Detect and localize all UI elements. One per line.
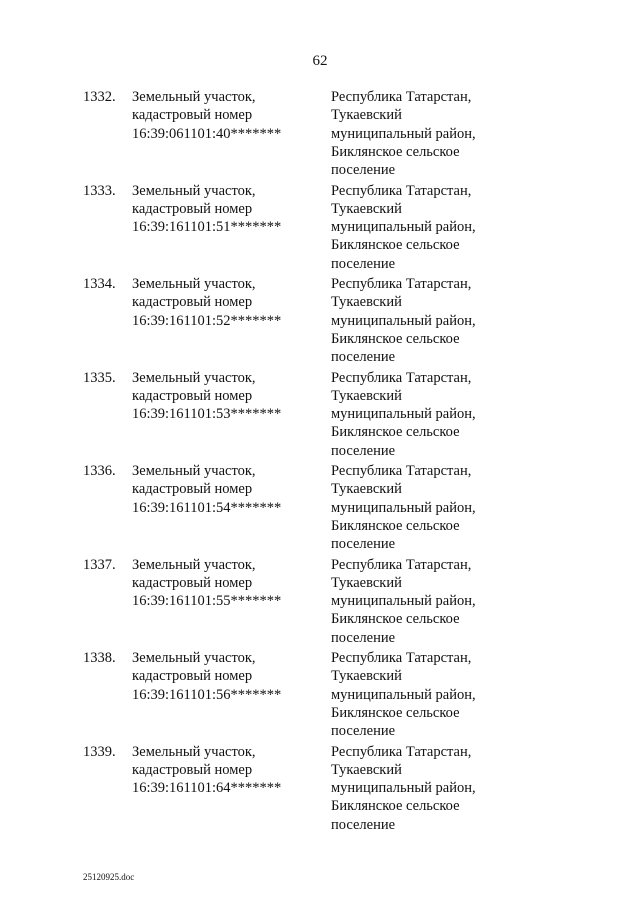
entry-location bbox=[331, 88, 511, 179]
entry-number: 1336. bbox=[83, 463, 116, 479]
cadastral-number: 16:39:161101:56******* bbox=[132, 686, 282, 703]
location-line: Биклянское сельское bbox=[331, 611, 460, 628]
entry-location bbox=[331, 182, 511, 273]
location-line: Республика Татарстан, bbox=[331, 182, 472, 199]
cadastral-number: 16:39:161101:55******* bbox=[132, 593, 282, 610]
entry-number: 1334. bbox=[83, 276, 116, 292]
object-line: кадастровый номер bbox=[132, 294, 253, 311]
entry-object bbox=[132, 182, 307, 237]
object-line: кадастровый номер bbox=[132, 761, 253, 778]
entry-location bbox=[331, 462, 511, 553]
object-line: кадастровый номер bbox=[132, 668, 253, 685]
location-line: Тукаевский bbox=[331, 668, 402, 685]
location-line: Тукаевский bbox=[331, 200, 402, 217]
object-line: кадастровый номер bbox=[132, 481, 253, 498]
location-line: Республика Татарстан, bbox=[331, 743, 472, 760]
cadastral-number: 16:39:161101:52******* bbox=[132, 312, 282, 329]
object-line: Земельный участок, bbox=[132, 369, 256, 386]
location-line: Биклянское сельское bbox=[331, 517, 460, 534]
entry-number: 1332. bbox=[83, 89, 116, 105]
location-line: муниципальный район, bbox=[331, 219, 476, 236]
location-line: Биклянское сельское bbox=[331, 330, 460, 347]
location-line: муниципальный район, bbox=[331, 499, 476, 516]
location-line: Биклянское сельское bbox=[331, 237, 460, 254]
list-item bbox=[0, 462, 640, 556]
location-line: Биклянское сельское bbox=[331, 798, 460, 815]
entry-object bbox=[132, 556, 307, 611]
object-line: кадастровый номер bbox=[132, 574, 253, 591]
location-line: поселение bbox=[331, 442, 396, 459]
location-line: Тукаевский bbox=[331, 574, 402, 591]
entry-number: 1333. bbox=[83, 182, 116, 199]
list-item bbox=[0, 275, 640, 369]
entry-object bbox=[132, 369, 307, 424]
location-line: поселение bbox=[331, 162, 396, 179]
location-line: поселение bbox=[331, 816, 396, 833]
location-line: Республика Татарстан, bbox=[331, 463, 472, 479]
location-line: муниципальный район, bbox=[331, 406, 476, 423]
location-line: Тукаевский bbox=[331, 387, 402, 404]
location-line: поселение bbox=[331, 349, 396, 366]
list-item bbox=[0, 182, 640, 276]
location-line: Тукаевский bbox=[331, 107, 402, 124]
location-line: муниципальный район, bbox=[331, 593, 476, 610]
object-line: Земельный участок, bbox=[132, 463, 256, 479]
entry-object bbox=[132, 275, 307, 330]
entry-object bbox=[132, 743, 307, 798]
entry-number: 1337. bbox=[83, 556, 116, 573]
object-line: Земельный участок, bbox=[132, 89, 256, 105]
location-line: Республика Татарстан, bbox=[331, 369, 472, 386]
list-item bbox=[0, 556, 640, 650]
entry-location bbox=[331, 649, 511, 740]
entry-number: 1335. bbox=[83, 369, 116, 386]
entry-object bbox=[132, 88, 307, 143]
object-line: кадастровый номер bbox=[132, 200, 253, 217]
footer-file-name: 25120925.doc bbox=[83, 872, 135, 882]
list-item bbox=[0, 649, 640, 743]
list-item bbox=[0, 369, 640, 463]
location-line: муниципальный район, bbox=[331, 780, 476, 797]
cadastral-number: 16:39:061101:40******* bbox=[132, 125, 282, 142]
entry-location bbox=[331, 369, 511, 460]
location-line: Тукаевский bbox=[331, 761, 402, 778]
entry-location bbox=[331, 556, 511, 647]
location-line: поселение bbox=[331, 536, 396, 553]
entry-location bbox=[331, 275, 511, 366]
location-line: поселение bbox=[331, 723, 396, 740]
object-line: Земельный участок, bbox=[132, 650, 256, 666]
location-line: Биклянское сельское bbox=[331, 704, 460, 721]
location-line: муниципальный район, bbox=[331, 686, 476, 703]
list-item bbox=[0, 743, 640, 837]
entry-object bbox=[132, 649, 307, 704]
object-line: Земельный участок, bbox=[132, 743, 256, 760]
location-line: Республика Татарстан, bbox=[331, 556, 472, 573]
entry-object bbox=[132, 462, 307, 517]
location-line: Республика Татарстан, bbox=[331, 276, 472, 292]
location-line: Биклянское сельское bbox=[331, 424, 460, 441]
entry-location bbox=[331, 743, 511, 834]
location-line: Республика Татарстан, bbox=[331, 89, 472, 105]
list-item bbox=[0, 88, 640, 182]
cadastral-number: 16:39:161101:64******* bbox=[132, 780, 282, 797]
object-line: Земельный участок, bbox=[132, 276, 256, 292]
object-line: кадастровый номер bbox=[132, 387, 253, 404]
entry-number: 1339. bbox=[83, 743, 116, 760]
location-line: Тукаевский bbox=[331, 481, 402, 498]
location-line: Тукаевский bbox=[331, 294, 402, 311]
entries-list bbox=[0, 88, 640, 836]
cadastral-number: 16:39:161101:53******* bbox=[132, 406, 282, 423]
location-line: муниципальный район, bbox=[331, 312, 476, 329]
location-line: муниципальный район, bbox=[331, 125, 476, 142]
location-line: поселение bbox=[331, 629, 396, 646]
page-number: 62 bbox=[312, 53, 328, 69]
cadastral-number: 16:39:161101:54******* bbox=[132, 499, 282, 516]
object-line: Земельный участок, bbox=[132, 556, 256, 573]
entry-number: 1338. bbox=[83, 650, 116, 666]
cadastral-number: 16:39:161101:51******* bbox=[132, 219, 282, 236]
location-line: Республика Татарстан, bbox=[331, 650, 472, 666]
object-line: Земельный участок, bbox=[132, 182, 256, 199]
object-line: кадастровый номер bbox=[132, 107, 253, 124]
location-line: поселение bbox=[331, 255, 396, 272]
location-line: Биклянское сельское bbox=[331, 143, 460, 160]
